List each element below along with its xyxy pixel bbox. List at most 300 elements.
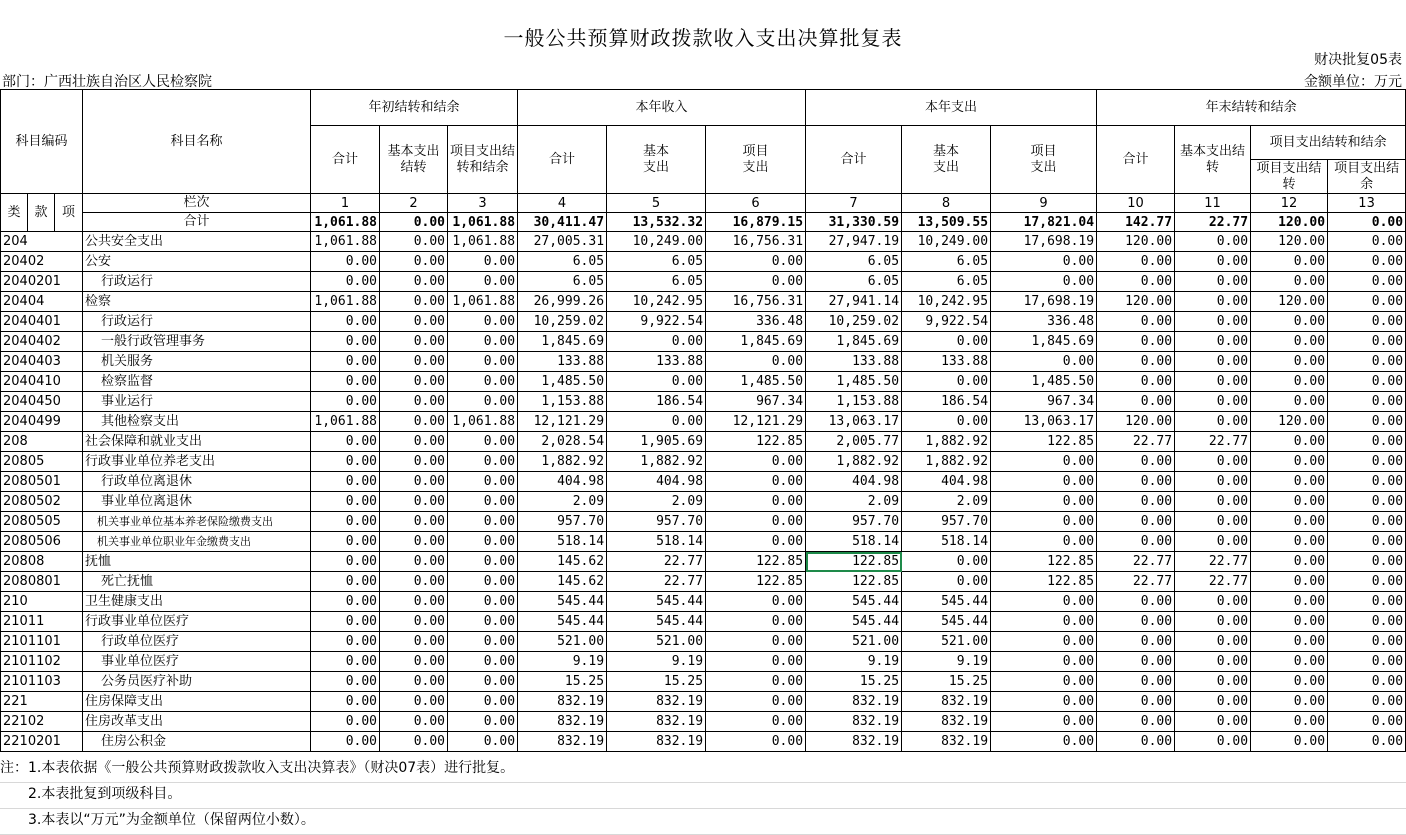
value-cell[interactable]: 186.54 <box>607 392 706 412</box>
value-cell[interactable]: 0.00 <box>1175 512 1251 532</box>
value-cell[interactable]: 0.00 <box>1175 312 1251 332</box>
value-cell[interactable]: 0.00 <box>1328 372 1406 392</box>
value-cell[interactable]: 120.00 <box>1097 292 1175 312</box>
value-cell[interactable]: 832.19 <box>806 732 902 752</box>
value-cell[interactable]: 1,485.50 <box>518 372 607 392</box>
value-cell[interactable]: 0.00 <box>380 492 448 512</box>
value-cell[interactable]: 0.00 <box>311 712 380 732</box>
value-cell[interactable]: 0.00 <box>311 592 380 612</box>
value-cell[interactable]: 0.00 <box>448 552 518 572</box>
value-cell[interactable]: 0.00 <box>991 712 1097 732</box>
subject-name-cell[interactable]: 行政事业单位医疗 <box>83 612 311 632</box>
value-cell[interactable]: 1,061.88 <box>311 412 380 432</box>
value-cell[interactable]: 545.44 <box>806 592 902 612</box>
value-cell[interactable]: 22.77 <box>1175 572 1251 592</box>
value-cell[interactable]: 0.00 <box>311 572 380 592</box>
value-cell[interactable]: 15.25 <box>607 672 706 692</box>
value-cell[interactable]: 9,922.54 <box>902 312 991 332</box>
value-cell[interactable]: 0.00 <box>706 732 806 752</box>
value-cell[interactable]: 521.00 <box>607 632 706 652</box>
value-cell[interactable]: 22.77 <box>1097 572 1175 592</box>
value-cell[interactable]: 0.00 <box>1328 572 1406 592</box>
value-cell[interactable]: 0.00 <box>311 312 380 332</box>
value-cell[interactable]: 2.09 <box>518 492 607 512</box>
subject-code-cell[interactable]: 21011 <box>1 612 83 632</box>
value-cell[interactable]: 336.48 <box>706 312 806 332</box>
value-cell[interactable]: 133.88 <box>806 352 902 372</box>
value-cell[interactable]: 0.00 <box>1328 672 1406 692</box>
value-cell[interactable]: 6.05 <box>607 272 706 292</box>
subject-code-cell[interactable]: 208 <box>1 432 83 452</box>
subject-code-cell[interactable]: 2040401 <box>1 312 83 332</box>
value-cell[interactable]: 0.00 <box>1251 532 1328 552</box>
value-cell[interactable]: 0.00 <box>1175 272 1251 292</box>
value-cell[interactable]: 9.19 <box>902 652 991 672</box>
subject-name-cell[interactable]: 事业单位医疗 <box>83 652 311 672</box>
value-cell[interactable]: 0.00 <box>448 592 518 612</box>
value-cell[interactable]: 0.00 <box>991 672 1097 692</box>
value-cell[interactable]: 10,249.00 <box>607 232 706 252</box>
value-cell[interactable]: 957.70 <box>806 512 902 532</box>
value-cell[interactable]: 6.05 <box>806 252 902 272</box>
value-cell[interactable]: 1,845.69 <box>991 332 1097 352</box>
subject-code-cell[interactable]: 20402 <box>1 252 83 272</box>
value-cell[interactable]: 0.00 <box>1328 492 1406 512</box>
value-cell[interactable]: 0.00 <box>1097 612 1175 632</box>
value-cell[interactable]: 832.19 <box>607 712 706 732</box>
value-cell[interactable]: 0.00 <box>1175 692 1251 712</box>
subject-code-cell[interactable]: 2040201 <box>1 272 83 292</box>
value-cell[interactable]: 0.00 <box>1328 532 1406 552</box>
value-cell[interactable]: 0.00 <box>1097 592 1175 612</box>
value-cell[interactable]: 0.00 <box>448 532 518 552</box>
total-cell-4[interactable]: 30,411.47 <box>518 213 607 232</box>
value-cell[interactable]: 832.19 <box>902 732 991 752</box>
value-cell[interactable]: 832.19 <box>607 692 706 712</box>
value-cell[interactable]: 0.00 <box>706 272 806 292</box>
value-cell[interactable]: 0.00 <box>1251 672 1328 692</box>
value-cell[interactable]: 1,485.50 <box>806 372 902 392</box>
value-cell[interactable]: 0.00 <box>1328 732 1406 752</box>
value-cell[interactable]: 0.00 <box>991 352 1097 372</box>
subject-name-cell[interactable]: 检察监督 <box>83 372 311 392</box>
value-cell[interactable]: 0.00 <box>448 572 518 592</box>
value-cell[interactable]: 0.00 <box>1251 252 1328 272</box>
value-cell[interactable]: 17,698.19 <box>991 232 1097 252</box>
value-cell[interactable]: 1,485.50 <box>706 372 806 392</box>
value-cell[interactable]: 12,121.29 <box>706 412 806 432</box>
subject-code-cell[interactable]: 210 <box>1 592 83 612</box>
value-cell[interactable]: 0.00 <box>991 632 1097 652</box>
value-cell[interactable]: 0.00 <box>380 732 448 752</box>
value-cell[interactable]: 0.00 <box>1251 552 1328 572</box>
value-cell[interactable]: 545.44 <box>902 592 991 612</box>
value-cell[interactable]: 0.00 <box>448 632 518 652</box>
subject-name-cell[interactable]: 行政单位离退休 <box>83 472 311 492</box>
value-cell[interactable]: 0.00 <box>1251 712 1328 732</box>
value-cell[interactable]: 0.00 <box>1328 512 1406 532</box>
value-cell[interactable]: 1,882.92 <box>902 452 991 472</box>
value-cell[interactable]: 0.00 <box>448 352 518 372</box>
value-cell[interactable]: 0.00 <box>380 372 448 392</box>
value-cell[interactable]: 0.00 <box>448 712 518 732</box>
value-cell[interactable]: 122.85 <box>991 432 1097 452</box>
value-cell[interactable]: 957.70 <box>518 512 607 532</box>
value-cell[interactable]: 0.00 <box>380 252 448 272</box>
value-cell[interactable]: 0.00 <box>1251 512 1328 532</box>
value-cell[interactable]: 0.00 <box>1097 532 1175 552</box>
value-cell[interactable]: 0.00 <box>1328 432 1406 452</box>
value-cell[interactable]: 0.00 <box>448 612 518 632</box>
value-cell[interactable]: 1,061.88 <box>311 292 380 312</box>
value-cell[interactable]: 0.00 <box>311 272 380 292</box>
value-cell[interactable]: 1,845.69 <box>706 332 806 352</box>
value-cell[interactable]: 0.00 <box>991 652 1097 672</box>
value-cell[interactable]: 0.00 <box>380 652 448 672</box>
subject-code-cell[interactable]: 2210201 <box>1 732 83 752</box>
value-cell[interactable]: 1,905.69 <box>607 432 706 452</box>
value-cell[interactable]: 545.44 <box>607 592 706 612</box>
value-cell[interactable]: 0.00 <box>1328 712 1406 732</box>
subject-name-cell[interactable]: 检察 <box>83 292 311 312</box>
value-cell[interactable]: 122.85 <box>991 572 1097 592</box>
value-cell[interactable]: 545.44 <box>607 612 706 632</box>
total-cell-8[interactable]: 13,509.55 <box>902 213 991 232</box>
value-cell[interactable]: 22.77 <box>1097 552 1175 572</box>
total-cell-7[interactable]: 31,330.59 <box>806 213 902 232</box>
value-cell[interactable]: 122.85 <box>706 572 806 592</box>
value-cell[interactable]: 832.19 <box>902 712 991 732</box>
value-cell[interactable]: 967.34 <box>991 392 1097 412</box>
subject-name-cell[interactable]: 行政运行 <box>83 272 311 292</box>
value-cell[interactable]: 0.00 <box>1175 632 1251 652</box>
value-cell[interactable]: 0.00 <box>1328 692 1406 712</box>
subject-name-cell[interactable]: 住房改革支出 <box>83 712 311 732</box>
total-cell-10[interactable]: 142.77 <box>1097 213 1175 232</box>
value-cell[interactable]: 0.00 <box>380 392 448 412</box>
value-cell[interactable]: 404.98 <box>607 472 706 492</box>
subject-code-cell[interactable]: 2101102 <box>1 652 83 672</box>
value-cell[interactable]: 832.19 <box>607 732 706 752</box>
value-cell[interactable]: 120.00 <box>1097 412 1175 432</box>
value-cell[interactable]: 0.00 <box>1175 452 1251 472</box>
value-cell[interactable]: 17,698.19 <box>991 292 1097 312</box>
value-cell[interactable]: 0.00 <box>991 532 1097 552</box>
value-cell[interactable]: 0.00 <box>1328 352 1406 372</box>
value-cell[interactable]: 0.00 <box>448 452 518 472</box>
value-cell[interactable]: 15.25 <box>806 672 902 692</box>
value-cell[interactable]: 122.85 <box>706 552 806 572</box>
value-cell[interactable]: 0.00 <box>1175 672 1251 692</box>
value-cell[interactable]: 521.00 <box>902 632 991 652</box>
value-cell[interactable]: 0.00 <box>902 332 991 352</box>
value-cell[interactable]: 0.00 <box>380 592 448 612</box>
value-cell[interactable]: 0.00 <box>380 412 448 432</box>
value-cell[interactable]: 1,061.88 <box>448 412 518 432</box>
subject-code-cell[interactable]: 2080506 <box>1 532 83 552</box>
value-cell[interactable]: 0.00 <box>706 452 806 472</box>
value-cell[interactable]: 10,249.00 <box>902 232 991 252</box>
subject-code-cell[interactable]: 2080501 <box>1 472 83 492</box>
value-cell[interactable]: 518.14 <box>902 532 991 552</box>
value-cell[interactable]: 336.48 <box>991 312 1097 332</box>
value-cell[interactable]: 1,882.92 <box>518 452 607 472</box>
value-cell[interactable]: 0.00 <box>448 332 518 352</box>
value-cell[interactable]: 518.14 <box>607 532 706 552</box>
value-cell[interactable]: 6.05 <box>902 252 991 272</box>
value-cell[interactable]: 404.98 <box>902 472 991 492</box>
value-cell[interactable]: 967.34 <box>706 392 806 412</box>
value-cell[interactable]: 1,153.88 <box>806 392 902 412</box>
value-cell[interactable]: 0.00 <box>380 312 448 332</box>
value-cell[interactable]: 22.77 <box>607 572 706 592</box>
value-cell[interactable]: 0.00 <box>380 272 448 292</box>
value-cell[interactable]: 0.00 <box>1251 572 1328 592</box>
value-cell[interactable]: 0.00 <box>1097 712 1175 732</box>
value-cell[interactable]: 0.00 <box>991 492 1097 512</box>
value-cell[interactable]: 0.00 <box>380 292 448 312</box>
subject-code-cell[interactable]: 2101101 <box>1 632 83 652</box>
value-cell[interactable]: 0.00 <box>380 672 448 692</box>
value-cell[interactable]: 957.70 <box>607 512 706 532</box>
value-cell[interactable]: 0.00 <box>1175 712 1251 732</box>
value-cell[interactable]: 0.00 <box>311 352 380 372</box>
value-cell[interactable]: 0.00 <box>1251 392 1328 412</box>
value-cell[interactable]: 133.88 <box>518 352 607 372</box>
value-cell[interactable]: 0.00 <box>1175 392 1251 412</box>
value-cell[interactable]: 0.00 <box>706 652 806 672</box>
subject-name-cell[interactable]: 死亡抚恤 <box>83 572 311 592</box>
value-cell[interactable]: 1,485.50 <box>991 372 1097 392</box>
value-cell[interactable]: 0.00 <box>902 412 991 432</box>
value-cell[interactable]: 0.00 <box>1175 372 1251 392</box>
value-cell[interactable]: 6.05 <box>518 272 607 292</box>
value-cell[interactable]: 0.00 <box>311 552 380 572</box>
value-cell[interactable]: 0.00 <box>706 712 806 732</box>
value-cell[interactable]: 1,061.88 <box>311 232 380 252</box>
value-cell[interactable]: 0.00 <box>1097 252 1175 272</box>
value-cell[interactable]: 0.00 <box>1097 492 1175 512</box>
value-cell[interactable]: 9,922.54 <box>607 312 706 332</box>
value-cell[interactable]: 9.19 <box>806 652 902 672</box>
value-cell[interactable]: 0.00 <box>1328 252 1406 272</box>
value-cell[interactable]: 0.00 <box>1175 252 1251 272</box>
value-cell[interactable]: 0.00 <box>1097 272 1175 292</box>
value-cell[interactable]: 0.00 <box>1097 632 1175 652</box>
value-cell[interactable]: 15.25 <box>518 672 607 692</box>
value-cell[interactable]: 0.00 <box>706 532 806 552</box>
value-cell[interactable]: 2.09 <box>902 492 991 512</box>
value-cell[interactable]: 0.00 <box>1175 592 1251 612</box>
value-cell[interactable]: 0.00 <box>706 252 806 272</box>
value-cell[interactable]: 0.00 <box>448 432 518 452</box>
value-cell[interactable]: 0.00 <box>448 392 518 412</box>
value-cell[interactable]: 1,061.88 <box>448 292 518 312</box>
value-cell[interactable]: 0.00 <box>448 512 518 532</box>
subject-name-cell[interactable]: 卫生健康支出 <box>83 592 311 612</box>
value-cell[interactable]: 518.14 <box>806 532 902 552</box>
value-cell[interactable]: 0.00 <box>1097 312 1175 332</box>
value-cell[interactable]: 0.00 <box>448 692 518 712</box>
value-cell[interactable]: 145.62 <box>518 572 607 592</box>
subject-name-cell[interactable]: 公共安全支出 <box>83 232 311 252</box>
value-cell[interactable]: 2.09 <box>607 492 706 512</box>
value-cell[interactable]: 0.00 <box>1251 472 1328 492</box>
value-cell[interactable]: 0.00 <box>1175 492 1251 512</box>
value-cell[interactable]: 0.00 <box>448 492 518 512</box>
value-cell[interactable]: 0.00 <box>311 252 380 272</box>
value-cell[interactable]: 0.00 <box>991 692 1097 712</box>
value-cell[interactable]: 0.00 <box>448 272 518 292</box>
value-cell[interactable]: 13,063.17 <box>806 412 902 432</box>
value-cell[interactable]: 0.00 <box>380 352 448 372</box>
value-cell[interactable]: 120.00 <box>1251 232 1328 252</box>
value-cell[interactable]: 0.00 <box>448 312 518 332</box>
value-cell[interactable]: 0.00 <box>448 472 518 492</box>
value-cell[interactable]: 0.00 <box>311 472 380 492</box>
value-cell[interactable]: 0.00 <box>1097 652 1175 672</box>
value-cell[interactable]: 0.00 <box>448 732 518 752</box>
subject-name-cell[interactable]: 机关事业单位职业年金缴费支出 <box>83 532 311 552</box>
value-cell[interactable]: 0.00 <box>380 572 448 592</box>
subject-name-cell[interactable]: 社会保障和就业支出 <box>83 432 311 452</box>
value-cell[interactable]: 0.00 <box>1328 652 1406 672</box>
value-cell[interactable]: 0.00 <box>1251 592 1328 612</box>
value-cell[interactable]: 0.00 <box>1097 732 1175 752</box>
value-cell[interactable]: 0.00 <box>1175 352 1251 372</box>
value-cell[interactable]: 545.44 <box>806 612 902 632</box>
subject-name-cell[interactable]: 行政运行 <box>83 312 311 332</box>
value-cell[interactable]: 0.00 <box>311 372 380 392</box>
value-cell[interactable]: 186.54 <box>902 392 991 412</box>
value-cell[interactable]: 0.00 <box>380 232 448 252</box>
value-cell[interactable]: 0.00 <box>706 592 806 612</box>
subject-name-cell[interactable]: 其他检察支出 <box>83 412 311 432</box>
value-cell[interactable]: 2.09 <box>806 492 902 512</box>
value-cell[interactable]: 0.00 <box>706 632 806 652</box>
value-cell[interactable]: 0.00 <box>1251 432 1328 452</box>
value-cell[interactable]: 0.00 <box>1251 312 1328 332</box>
value-cell[interactable]: 0.00 <box>1251 732 1328 752</box>
value-cell[interactable]: 0.00 <box>1175 612 1251 632</box>
value-cell[interactable]: 16,756.31 <box>706 292 806 312</box>
subject-code-cell[interactable]: 2040402 <box>1 332 83 352</box>
value-cell[interactable]: 0.00 <box>607 372 706 392</box>
value-cell[interactable]: 0.00 <box>311 452 380 472</box>
value-cell[interactable]: 2,005.77 <box>806 432 902 452</box>
value-cell[interactable]: 0.00 <box>991 252 1097 272</box>
subject-code-cell[interactable]: 221 <box>1 692 83 712</box>
value-cell[interactable]: 0.00 <box>991 612 1097 632</box>
subject-name-cell[interactable]: 住房保障支出 <box>83 692 311 712</box>
value-cell[interactable]: 0.00 <box>1328 392 1406 412</box>
value-cell[interactable]: 0.00 <box>1175 412 1251 432</box>
value-cell[interactable]: 122.85 <box>991 552 1097 572</box>
value-cell[interactable]: 145.62 <box>518 552 607 572</box>
subject-name-cell[interactable]: 机关服务 <box>83 352 311 372</box>
value-cell[interactable]: 0.00 <box>311 492 380 512</box>
value-cell[interactable]: 0.00 <box>1251 612 1328 632</box>
value-cell[interactable]: 15.25 <box>902 672 991 692</box>
value-cell[interactable]: 0.00 <box>380 632 448 652</box>
value-cell[interactable]: 10,259.02 <box>518 312 607 332</box>
value-cell[interactable]: 0.00 <box>1328 412 1406 432</box>
value-cell[interactable]: 0.00 <box>1175 292 1251 312</box>
value-cell[interactable]: 120.00 <box>1097 232 1175 252</box>
subject-name-cell[interactable]: 事业单位离退休 <box>83 492 311 512</box>
value-cell[interactable]: 120.00 <box>1251 292 1328 312</box>
value-cell[interactable]: 0.00 <box>380 612 448 632</box>
value-cell[interactable]: 0.00 <box>311 692 380 712</box>
value-cell[interactable]: 133.88 <box>607 352 706 372</box>
value-cell[interactable]: 545.44 <box>518 612 607 632</box>
subject-code-cell[interactable]: 2101103 <box>1 672 83 692</box>
value-cell[interactable]: 0.00 <box>1175 232 1251 252</box>
subject-name-cell[interactable]: 公务员医疗补助 <box>83 672 311 692</box>
value-cell[interactable]: 0.00 <box>1328 592 1406 612</box>
value-cell[interactable]: 27,941.14 <box>806 292 902 312</box>
value-cell[interactable]: 2,028.54 <box>518 432 607 452</box>
value-cell[interactable]: 0.00 <box>311 332 380 352</box>
subject-code-cell[interactable]: 204 <box>1 232 83 252</box>
value-cell[interactable]: 0.00 <box>311 512 380 532</box>
value-cell[interactable]: 1,153.88 <box>518 392 607 412</box>
total-cell-1[interactable]: 1,061.88 <box>311 213 380 232</box>
value-cell[interactable]: 0.00 <box>1328 232 1406 252</box>
value-cell[interactable]: 0.00 <box>1251 652 1328 672</box>
value-cell[interactable]: 6.05 <box>607 252 706 272</box>
value-cell[interactable]: 22.77 <box>1175 552 1251 572</box>
subject-name-cell[interactable]: 公安 <box>83 252 311 272</box>
value-cell[interactable]: 0.00 <box>1328 552 1406 572</box>
value-cell[interactable]: 0.00 <box>902 372 991 392</box>
value-cell[interactable]: 0.00 <box>991 732 1097 752</box>
value-cell[interactable]: 0.00 <box>1328 332 1406 352</box>
total-cell-6[interactable]: 16,879.15 <box>706 213 806 232</box>
value-cell[interactable]: 0.00 <box>991 452 1097 472</box>
total-cell-12[interactable]: 120.00 <box>1251 213 1328 232</box>
value-cell[interactable]: 0.00 <box>706 512 806 532</box>
value-cell[interactable]: 0.00 <box>1328 472 1406 492</box>
value-cell[interactable]: 0.00 <box>1328 272 1406 292</box>
value-cell[interactable]: 0.00 <box>380 452 448 472</box>
value-cell[interactable]: 0.00 <box>607 412 706 432</box>
subject-name-cell[interactable]: 住房公积金 <box>83 732 311 752</box>
value-cell[interactable]: 133.88 <box>902 352 991 372</box>
value-cell[interactable]: 0.00 <box>380 552 448 572</box>
value-cell[interactable]: 957.70 <box>902 512 991 532</box>
value-cell[interactable]: 27,005.31 <box>518 232 607 252</box>
value-cell[interactable]: 0.00 <box>1097 672 1175 692</box>
value-cell[interactable]: 0.00 <box>1097 392 1175 412</box>
value-cell[interactable]: 0.00 <box>311 652 380 672</box>
value-cell[interactable]: 22.77 <box>607 552 706 572</box>
value-cell[interactable]: 0.00 <box>1251 632 1328 652</box>
value-cell[interactable]: 0.00 <box>1251 352 1328 372</box>
value-cell[interactable]: 521.00 <box>806 632 902 652</box>
value-cell[interactable]: 0.00 <box>380 432 448 452</box>
value-cell[interactable]: 0.00 <box>991 272 1097 292</box>
value-cell[interactable]: 518.14 <box>518 532 607 552</box>
value-cell[interactable]: 0.00 <box>1097 332 1175 352</box>
value-cell[interactable]: 6.05 <box>902 272 991 292</box>
value-cell[interactable]: 404.98 <box>806 472 902 492</box>
value-cell[interactable]: 1,882.92 <box>607 452 706 472</box>
value-cell[interactable]: 0.00 <box>1251 372 1328 392</box>
value-cell[interactable]: 0.00 <box>1251 692 1328 712</box>
value-cell[interactable]: 0.00 <box>311 432 380 452</box>
value-cell[interactable]: 120.00 <box>1251 412 1328 432</box>
